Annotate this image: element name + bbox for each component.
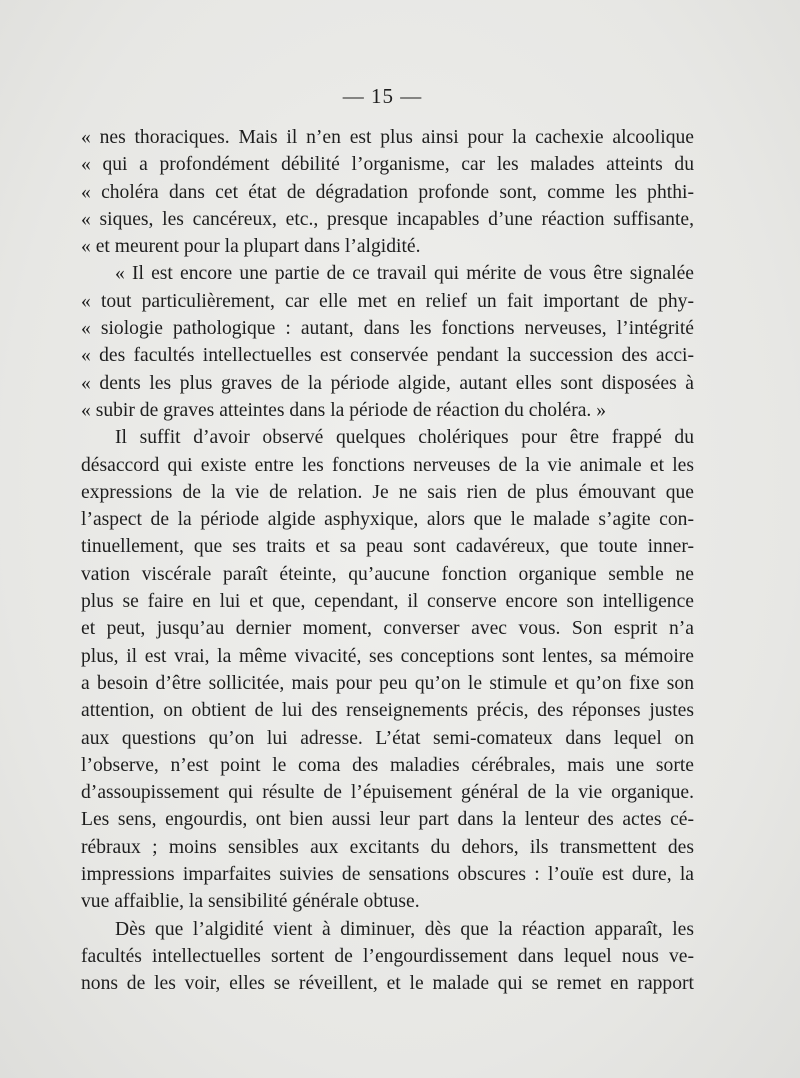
text-line: vation viscérale paraît éteinte, qu’aucune fonction organique semble ne — [81, 563, 694, 585]
text-line: « subir de graves atteintes dans la période de réaction du choléra. » — [81, 399, 607, 421]
text-line: Dès que l’algidité vient à diminuer, dès que la réaction apparaît, les — [115, 918, 694, 940]
text-line: et peut, jusqu’au dernier moment, converser avec vous. Son esprit n’a — [81, 618, 694, 640]
text-line: « tout particulièrement, car elle met en relief un fait important de phy- — [81, 290, 694, 312]
text-line: « siologie pathologique : autant, dans les fonctions nerveuses, l’intégrité — [81, 318, 694, 340]
page-number: — 15 — — [342, 84, 423, 108]
text-line: Il suffit d’avoir observé quelques cholériques pour être frappé du — [115, 427, 694, 449]
text-line: « dents les plus graves de la période algide, autant elles sont disposées à — [81, 372, 694, 394]
text-line: « et meurent pour la plupart dans l’algidité. — [81, 236, 421, 258]
text-line: plus se faire en lui et que, cependant, il conserve encore son intelligence — [81, 591, 694, 613]
text-line: l’aspect de la période algide asphyxique, alors que le malade s’agite con- — [81, 509, 694, 531]
text-line: « des facultés intellectuelles est conservée pendant la succession des acci- — [81, 345, 694, 367]
text-line: Les sens, engourdis, ont bien aussi leur part dans la lenteur des actes cé- — [81, 809, 694, 831]
text-line: rébraux ; moins sensibles aux excitants du dehors, ils transmettent des — [81, 836, 694, 858]
text-line: attention, on obtient de lui des renseignements précis, des réponses justes — [81, 700, 694, 722]
text-line: impressions imparfaites suivies de sensations obscures : l’ouïe est dure, la — [81, 864, 694, 886]
text-line: « nes thoraciques. Mais il n’en est plus ainsi pour la cachexie alcoolique — [81, 127, 694, 148]
text-line: l’observe, n’est point le coma des maladies cérébrales, mais une sorte — [81, 754, 694, 776]
text-line: expressions de la vie de relation. Je ne sais rien de plus émouvant que — [81, 481, 694, 503]
text-line: a besoin d’être sollicitée, mais pour peu qu’on le stimule et qu’on fixe son — [81, 672, 694, 694]
text-line: « siques, les cancéreux, etc., presque incapables d’une réaction suffisante, — [81, 208, 694, 230]
text-line: « Il est encore une partie de ce travail qui mérite de vous être signalée — [115, 263, 694, 285]
text-line: facultés intellectuelles sortent de l’engourdissement dans lequel nous ve- — [81, 945, 694, 967]
text-line: tinuellement, que ses traits et sa peau sont cadavéreux, que toute inner- — [81, 536, 694, 558]
text-line: aux questions qu’on lui adresse. L’état semi-comateux dans lequel on — [81, 727, 694, 749]
text-line: désaccord qui existe entre les fonctions nerveuses de la vie animale et les — [81, 454, 694, 476]
text-line: « qui a profondément débilité l’organisme, car les malades atteints du — [81, 154, 694, 176]
body-text — [81, 124, 694, 998]
text-line: vue affaiblie, la sensibilité générale obtuse. — [81, 891, 420, 913]
text-line: plus, il est vrai, la même vivacité, ses conceptions sont lentes, sa mémoire — [81, 645, 694, 667]
text-line: « choléra dans cet état de dégradation profonde sont, comme les phthi- — [81, 181, 694, 203]
text-line: nons de les voir, elles se réveillent, et le malade qui se remet en rapport — [81, 973, 694, 995]
text-line: d’assoupissement qui résulte de l’épuisement général de la vie organique. — [81, 782, 694, 804]
